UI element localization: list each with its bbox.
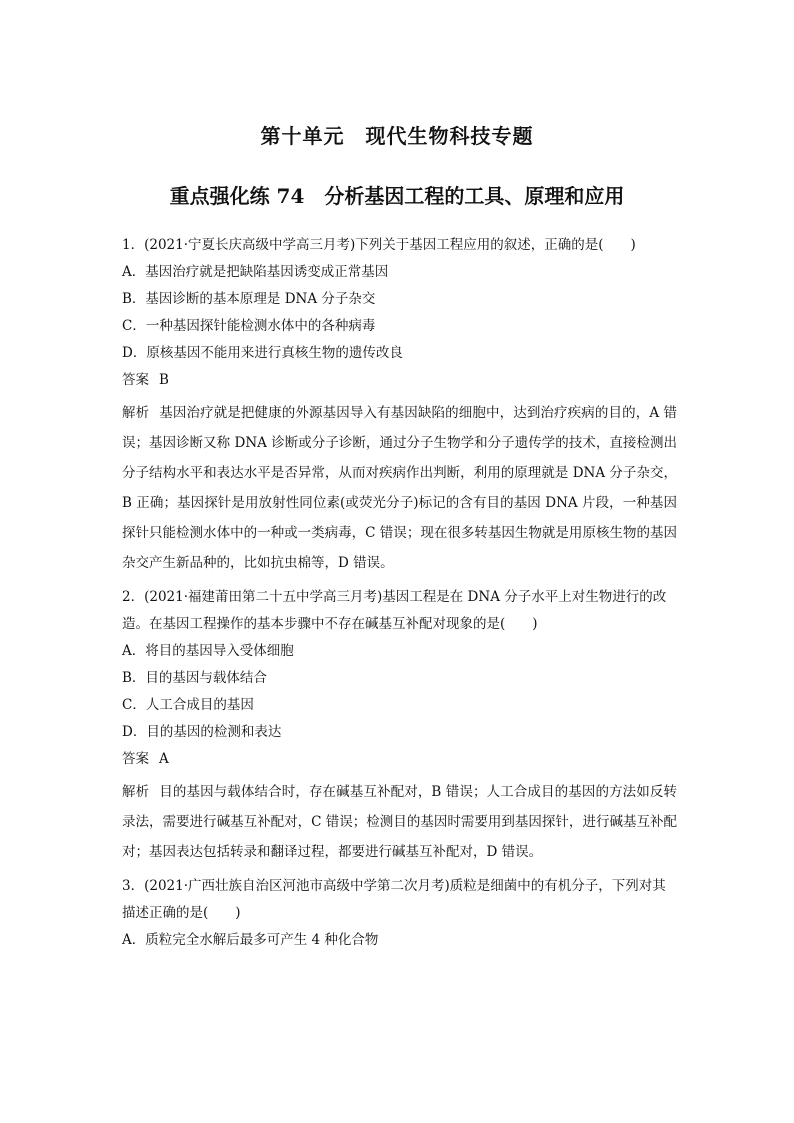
answer-label: 答案 bbox=[122, 751, 149, 767]
answer-value: A bbox=[159, 751, 169, 767]
question-list bbox=[122, 232, 677, 958]
explanation-text: 基因治疗就是把健康的外源基因导入有基因缺陷的细胞中，达到治疗疾病的目的，A 错误；基因诊断又称 DNA 诊断或分子诊断，通过分子生物学和分子遗传学的技术，直接检测出分子结构水平和表达水平是否异常，从而对疾病作出判断，利用的原理就是 DNA 分子杂交，B 正确；基因探针是用放射性同位素(或荧光分子)标记的含有目的基因 DNA 片段，一种基因探针只能检测水体中的一种或一类病毒，C 错误；现在很多转基因生物就是用原核生物的基因杂交产生新品种的，比如抗虫棉等，D 错误。 bbox=[122, 405, 677, 571]
explanation-label: 解析 bbox=[122, 784, 150, 800]
option-d: D．原核基因不能用来进行真核生物的遗传改良 bbox=[122, 345, 403, 361]
option-d: D．目的基因的检测和表达 bbox=[122, 724, 282, 740]
option-a: A．将目的基因导入受体细胞 bbox=[122, 643, 294, 659]
explanation bbox=[122, 777, 677, 867]
answer-value: B bbox=[159, 372, 169, 388]
question-1 bbox=[122, 232, 677, 578]
section-title: 重点强化练 74 分析基因工程的工具、原理和应用 bbox=[169, 184, 625, 208]
question-stem: 3．(2021·广西壮族自治区河池市高级中学第二次月考)质粒是细菌中的有机分子，下列对其描述正确的是( ) bbox=[122, 878, 666, 921]
question-stem: 1．(2021·宁夏长庆高级中学高三月考)下列关于基因工程应用的叙述，正确的是( ) bbox=[122, 237, 636, 253]
question-3 bbox=[122, 873, 677, 954]
answer-label: 答案 bbox=[122, 372, 149, 388]
answer-line bbox=[122, 367, 677, 394]
explanation-label: 解析 bbox=[122, 405, 150, 421]
explanation-text: 目的基因与载体结合时，存在碱基互补配对，B 错误；人工合成目的基因的方法如反转录法，需要进行碱基互补配对，C 错误；检测目的基因时需要用到基因探针，进行碱基互补配对；基因表达包括转录和翻译过程，都要进行碱基互补配对，D 错误。 bbox=[122, 784, 678, 860]
answer-line bbox=[122, 746, 677, 773]
option-b: B．目的基因与载体结合 bbox=[122, 670, 267, 686]
option-c: C．人工合成目的基因 bbox=[122, 697, 254, 713]
option-b: B．基因诊断的基本原理是 DNA 分子杂交 bbox=[122, 291, 376, 307]
option-a: A．质粒完全水解后最多可产生 4 种化合物 bbox=[122, 932, 379, 948]
unit-title: 第十单元 现代生物科技专题 bbox=[260, 124, 534, 148]
option-a: A．基因治疗就是把缺陷基因诱变成正常基因 bbox=[122, 264, 389, 280]
explanation bbox=[122, 398, 677, 578]
question-stem: 2．(2021·福建莆田第二十五中学高三月考)基因工程是在 DNA 分子水平上对生物进行的改造。在基因工程操作的基本步骤中不存在碱基互补配对现象的是( ) bbox=[122, 589, 667, 632]
question-2 bbox=[122, 584, 677, 867]
option-c: C．一种基因探针能检测水体中的各种病毒 bbox=[122, 318, 376, 334]
